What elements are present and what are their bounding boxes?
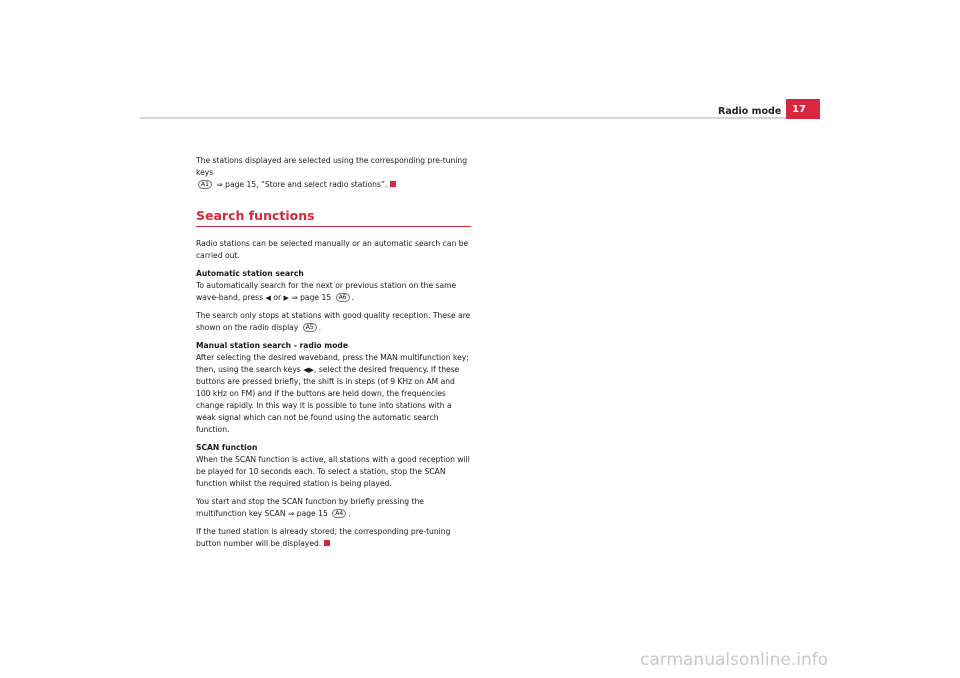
section-body (196, 238, 471, 556)
arrow-right-icon: ▶ (283, 294, 289, 302)
header-rule (140, 117, 820, 119)
key-badge-a1: A1 (198, 180, 212, 189)
only-paragraph: The search only stops at stations with good quality reception. These are shown on the radio display A5 . (196, 311, 471, 332)
end-mark (390, 181, 396, 187)
subhead-auto: Automatic station search (196, 269, 304, 278)
auto-text: To automatically search for the next or previous station on the same wave-band, press (196, 281, 457, 302)
manual-text-b: , select the desired frequency. If these buttons are pressed briefly, the shift is in steps (of 9 KHz on AM and 100 kHz on FM) and if the buttons are held down, the frequencies change rapidly. In this way it is possible to tune into stations with a weak signal which can not be found using the automatic search function. (196, 365, 460, 434)
key-badge-a6: A6 (336, 293, 350, 302)
auto-or: or (273, 293, 282, 302)
intro-paragraph (196, 155, 471, 197)
section-title: Search functions (196, 208, 471, 227)
manual-text-a: After selecting the desired waveband, press the MAN multifunction key; then, using the search keys (196, 353, 469, 374)
auto-ref: ⇒ page 15 (291, 293, 332, 302)
key-badge-a4: A4 (332, 509, 346, 518)
page-number: 17 (786, 99, 820, 119)
start-paragraph: You start and stop the SCAN function by briefly pressing the multifunction key SCAN ⇒ page 15 A4 . (196, 497, 424, 518)
intro-p: Radio stations can be selected manually or an automatic search can be carried out. (196, 239, 469, 260)
scan-paragraph: When the SCAN function is active, all stations with a good reception will be played for 10 seconds each. To select a station, stop the SCAN function whilst the required station is being played. (196, 455, 470, 488)
tuned-text: If the tuned station is already stored, the corresponding pre-tuning button number will be displayed. (196, 527, 451, 548)
subhead-scan: SCAN function (196, 443, 258, 452)
tuned-paragraph (196, 526, 471, 550)
subhead-manual: Manual station search - radio mode (196, 341, 349, 350)
start-ref: ⇒ page 15 (287, 509, 328, 518)
page-header-title: Radio mode (718, 106, 782, 117)
auto-paragraph: To automatically search for the next or previous station on the same wave-band, press ◀ or ▶ ⇒ page 15 A6 . (196, 281, 457, 302)
end-mark (324, 540, 330, 546)
only-text: The search only stops at stations with good quality reception. These are shown on the radio display (196, 311, 471, 332)
arrow-left-icon: ◀ (303, 366, 309, 374)
arrow-right-icon: ▶ (308, 366, 314, 374)
intro-ref: ⇒ page 15, “Store and select radio stations”. (216, 180, 388, 189)
watermark: carmanualsonline.info (640, 650, 829, 670)
manual-paragraph (196, 352, 471, 436)
arrow-left-icon: ◀ (265, 294, 271, 302)
intro-text: The stations displayed are selected using the corresponding pre-tuning keys (196, 156, 468, 177)
start-text: You start and stop the SCAN function by briefly pressing the multifunction key SCAN (196, 497, 424, 518)
key-badge-a5: A5 (303, 323, 317, 332)
